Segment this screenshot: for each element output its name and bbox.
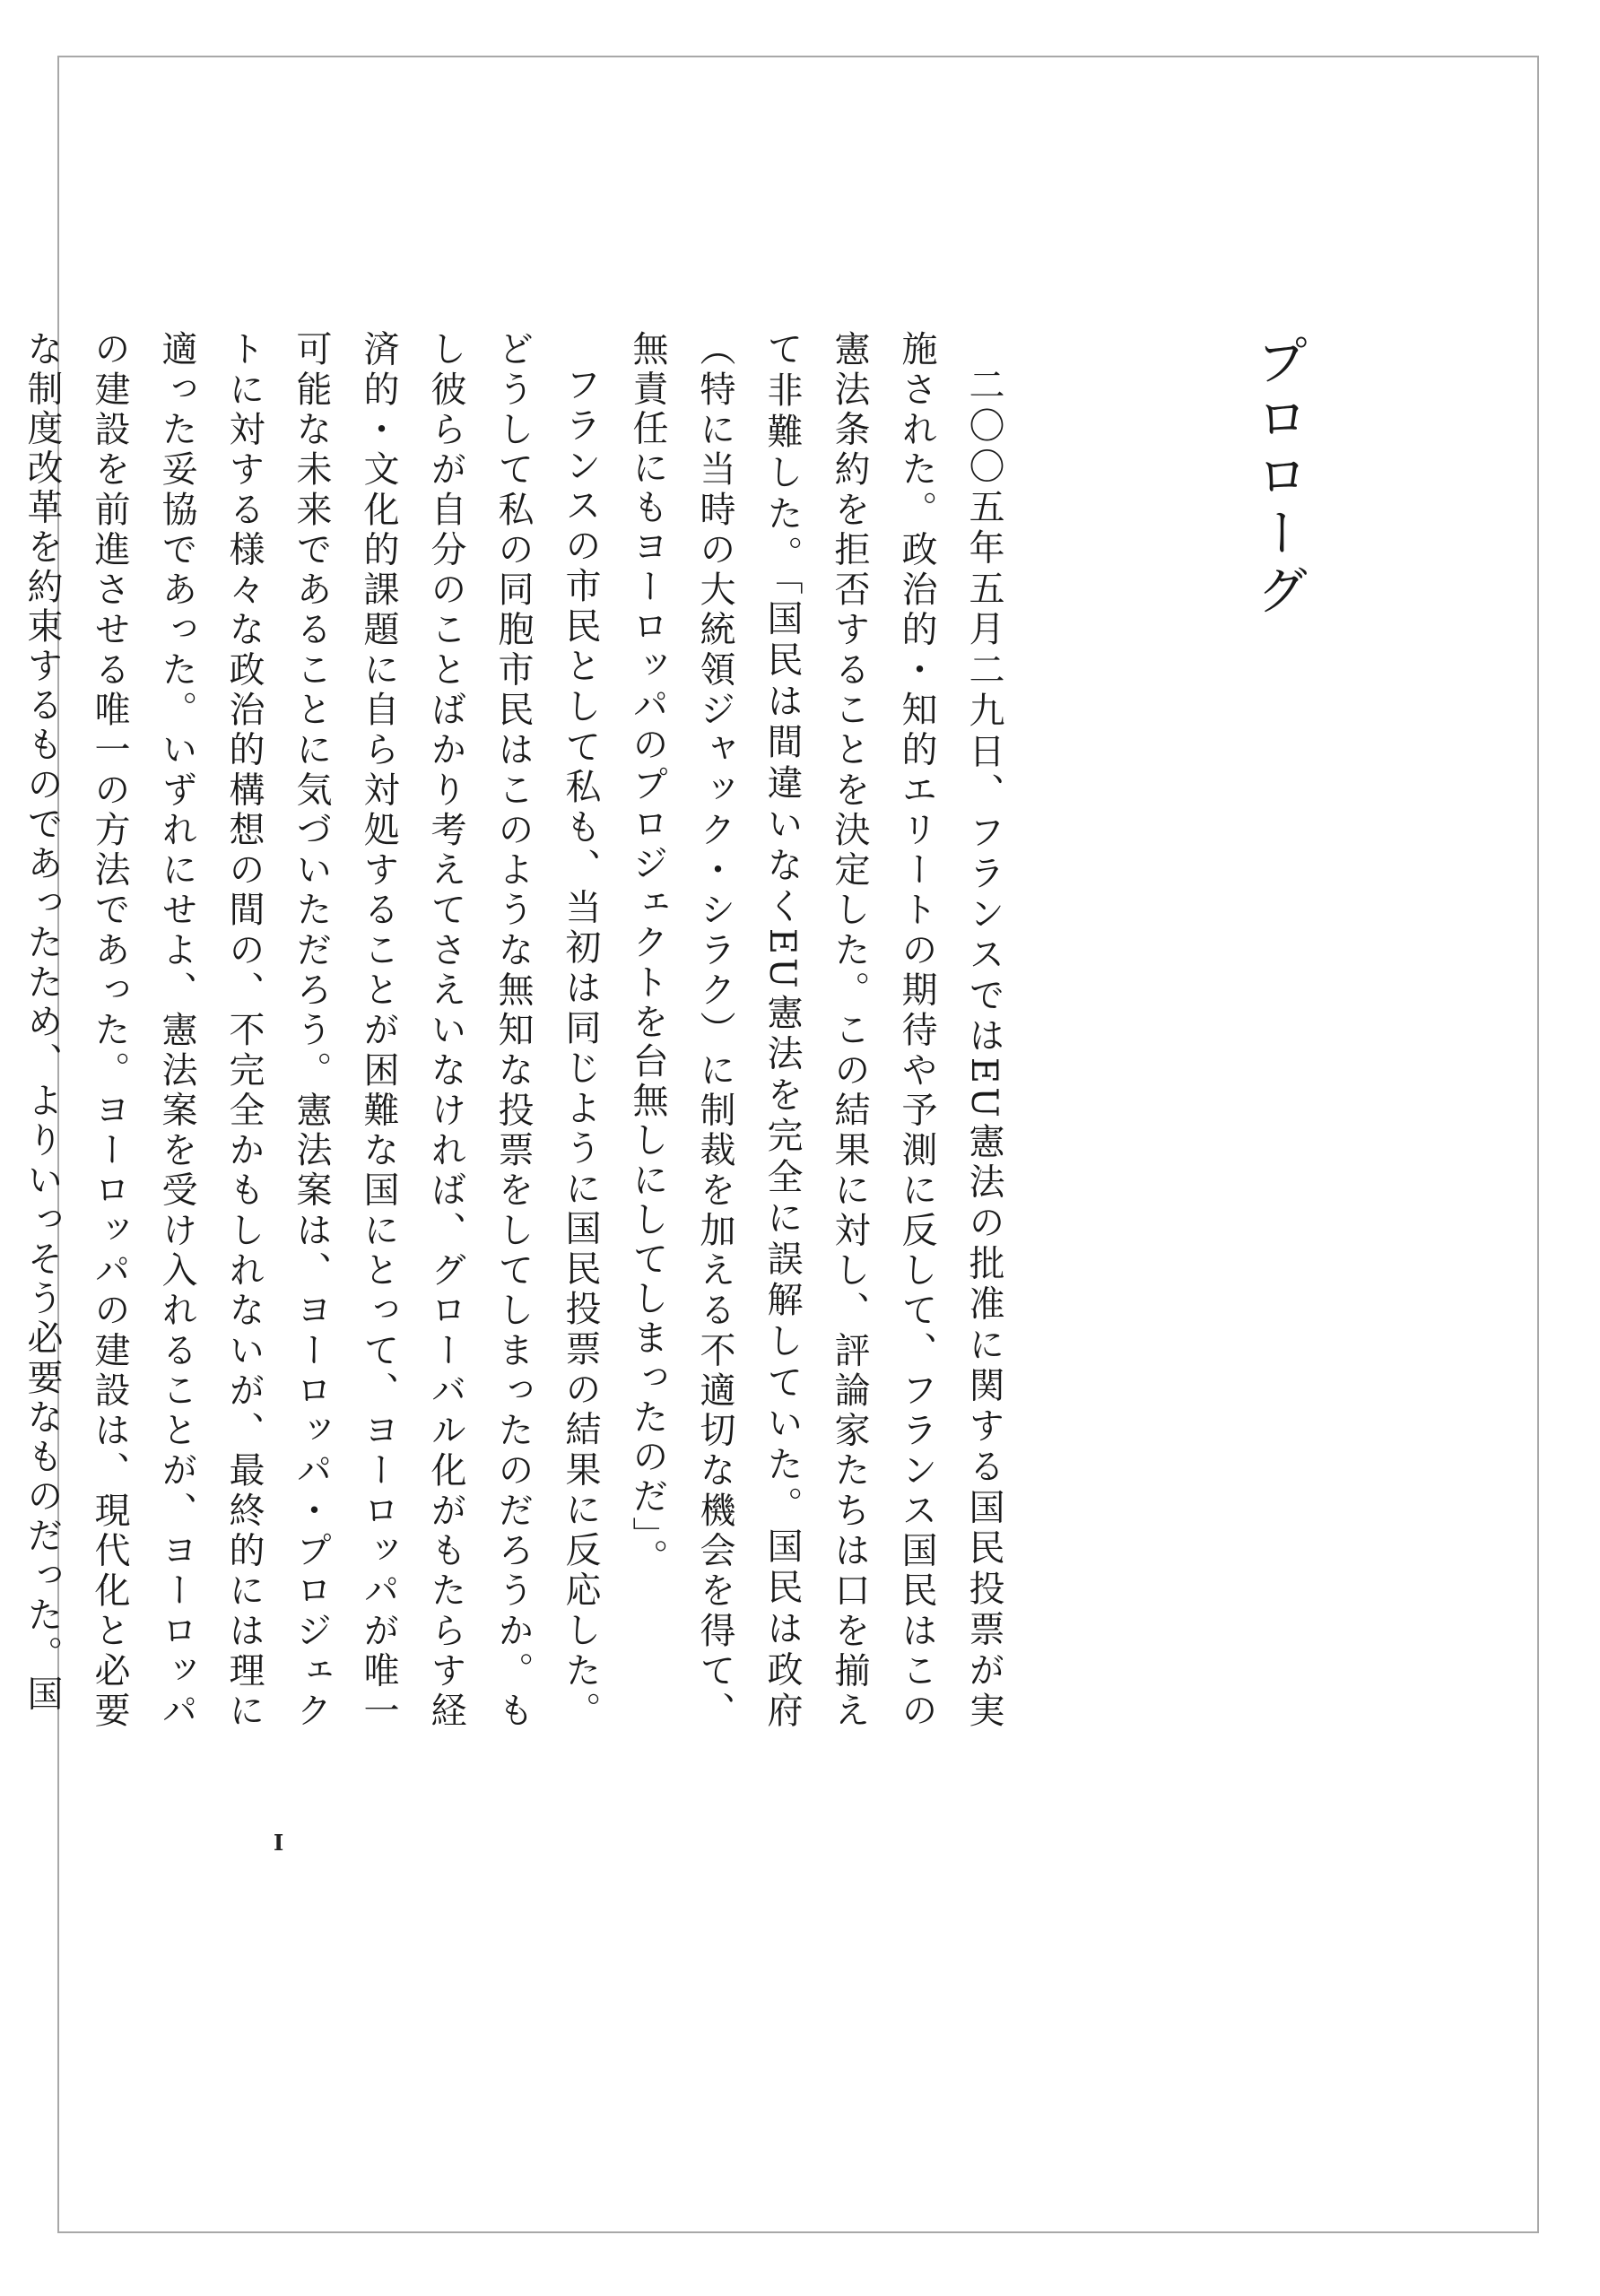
page-number: I	[274, 1830, 284, 1856]
paragraph-2: フランスの市民として私も、当初は同じように国民投票の結果に反応した。どうして私の同胞市民はこのような無知な投票をしてしまったのだろうか。もし彼らが自分のことばかり考えてさえいなければ、グローバル化がもたらす経済的・文化的課題に自ら対処することが困難な国にとって、ヨーロッパが唯一可能な未来であることに気づいただろう。憲法案は、ヨーロッパ・プロジェクトに対する様々な政治的構想の間の、不完全かもしれないが、最終的には理に適った妥協であった。いずれにせよ、憲法案を受け入れることが、ヨーロッパの建設を前進させる唯一の方法であった。ヨーロッパの建設は、現代化と必要な制度改革を約束するものであったため、よりいっそう必要なものだった。国	[22, 330, 601, 1731]
body-text	[8, 330, 1017, 1731]
paragraph-1: 二〇〇五年五月二九日、フランスではEU憲法の批准に関する国民投票が実施された。政治的・知的エリートの期待や予測に反して、フランス国民はこの憲法条約を拒否することを決定した。この結果に対し、評論家たちは口を揃えて非難した。「国民は間違いなくEU憲法を完全に誤解していた。国民は政府（特に当時の大統領ジャック・シラク）に制裁を加える不適切な機会を得て、無責任にもヨーロッパのプロジェクトを台無しにしてしまったのだ」。	[627, 330, 1004, 1731]
chapter-title: プロローグ	[1248, 334, 1309, 621]
